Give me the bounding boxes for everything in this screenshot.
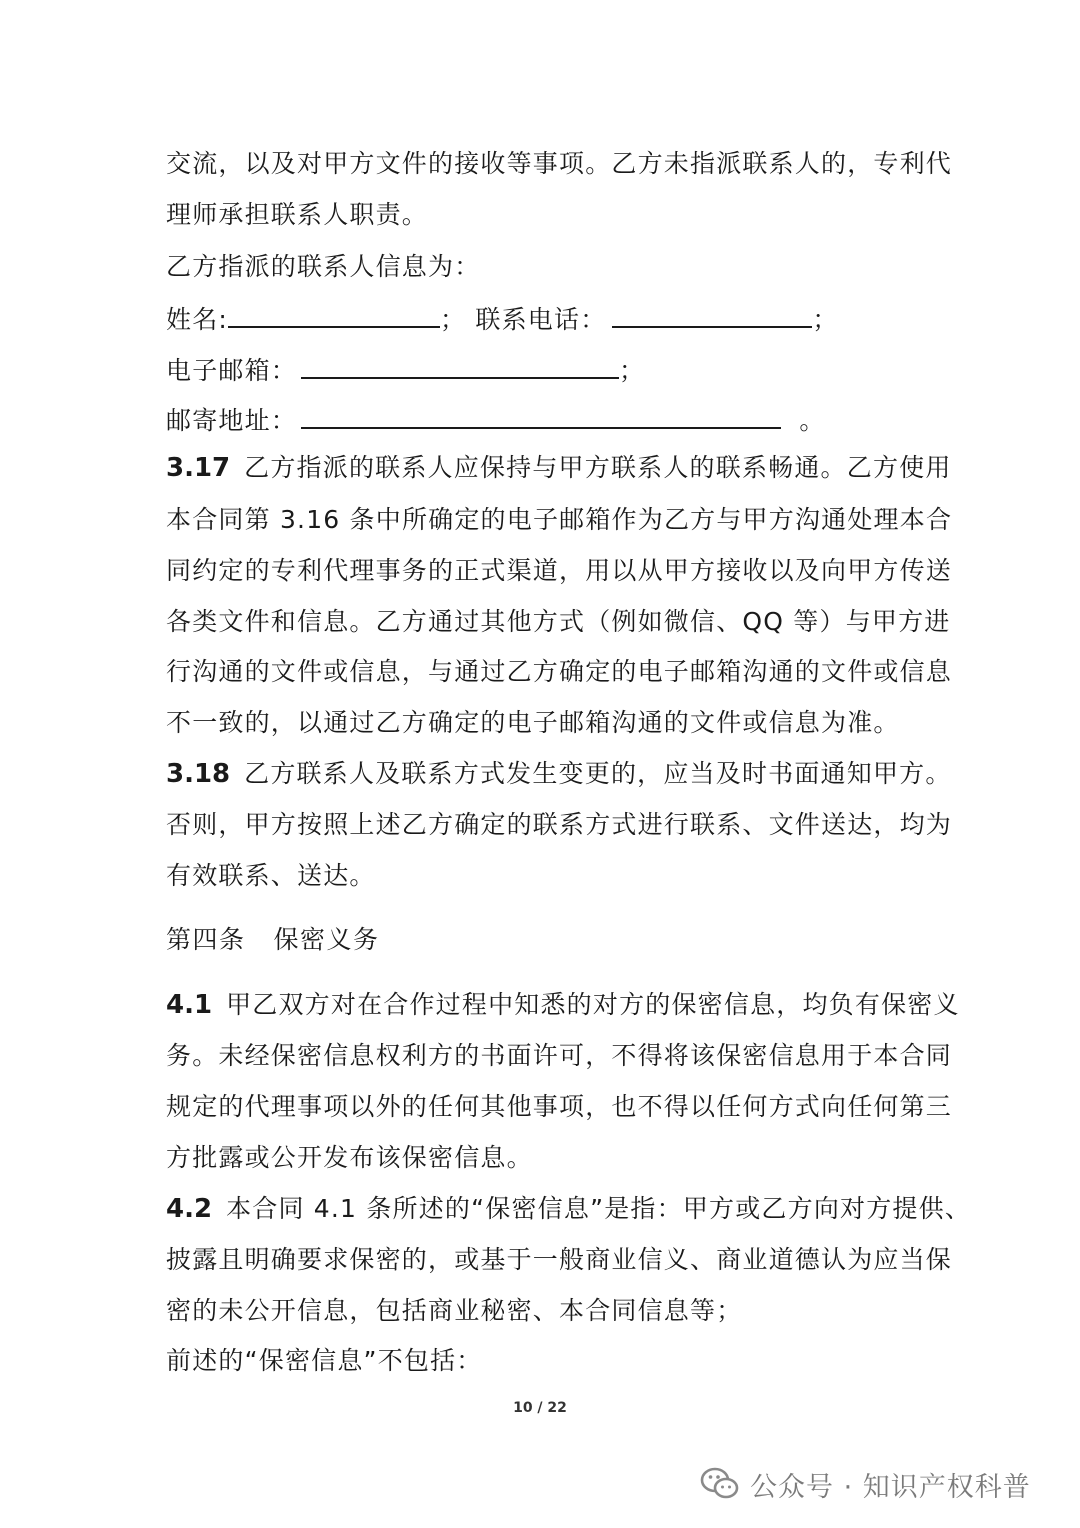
address-label: 邮寄地址： bbox=[166, 406, 298, 435]
clause-3-18 bbox=[166, 757, 952, 791]
body-line: 同约定的专利代理事务的正式渠道，用以从甲方接收以及向甲方传送 bbox=[166, 556, 953, 585]
clause-number: 4.2 bbox=[166, 1194, 213, 1224]
body-line: 各类文件和信息。乙方通过其他方式（例如微信、QQ 等）与甲方进 bbox=[166, 607, 951, 636]
body-line: 行沟通的文件或信息，与通过乙方确定的电子邮箱沟通的文件或信息 bbox=[166, 657, 953, 686]
body-line: 方批露或公开发布该保密信息。 bbox=[166, 1143, 533, 1172]
body-line: 披露且明确要求保密的，或基于一般商业信义、商业道德认为应当保 bbox=[166, 1245, 953, 1274]
article-title: 保密义务 bbox=[273, 925, 380, 954]
separator: ； bbox=[812, 305, 839, 334]
body-line: 前述的“保密信息”不包括： bbox=[166, 1346, 483, 1375]
clause-4-1 bbox=[166, 988, 960, 1022]
separator: ； bbox=[619, 356, 646, 385]
clause-text: 乙方联系人及联系方式发生变更的，应当及时书面通知甲方。 bbox=[244, 759, 952, 788]
clause-number: 3.18 bbox=[166, 759, 231, 789]
name-blank bbox=[228, 300, 440, 328]
article-heading bbox=[166, 923, 380, 957]
watermark bbox=[700, 1462, 1031, 1506]
body-line: 不一致的，以通过乙方确定的电子邮箱沟通的文件或信息为准。 bbox=[166, 708, 900, 737]
name-label: 姓名: bbox=[166, 305, 229, 334]
separator: ； bbox=[440, 305, 467, 334]
clause-text: 乙方指派的联系人应保持与甲方联系人的联系畅通。乙方使用 bbox=[244, 453, 952, 482]
period: 。 bbox=[799, 406, 826, 435]
body-line: 有效联系、送达。 bbox=[166, 861, 376, 890]
body-line: 理师承担联系人职责。 bbox=[166, 200, 429, 229]
contact-name-phone-line bbox=[166, 300, 839, 337]
phone-blank bbox=[612, 300, 812, 328]
body-line: 否则，甲方按照上述乙方确定的联系方式进行联系、文件送达，均为 bbox=[166, 810, 953, 839]
email-label: 电子邮箱： bbox=[166, 356, 298, 385]
article-number: 第四条 bbox=[166, 925, 246, 954]
clause-number: 3.17 bbox=[166, 453, 231, 483]
page-number: 10 / 22 bbox=[513, 1400, 567, 1416]
address-blank bbox=[301, 401, 781, 429]
clause-text: 本合同 4.1 条所述的“保密信息”是指：甲方或乙方向对方提供、 bbox=[226, 1194, 972, 1223]
body-line: 乙方指派的联系人信息为： bbox=[166, 252, 481, 281]
clause-4-2 bbox=[166, 1192, 971, 1226]
body-line: 交流，以及对甲方文件的接收等事项。乙方未指派联系人的，专利代 bbox=[166, 149, 953, 178]
clause-text: 甲乙双方对在合作过程中知悉的对方的保密信息，均负有保密义 bbox=[226, 990, 960, 1019]
contact-email-line bbox=[166, 351, 645, 388]
contact-address-line bbox=[166, 401, 826, 438]
clause-number: 4.1 bbox=[166, 990, 213, 1020]
wechat-icon bbox=[700, 1466, 740, 1502]
body-line: 本合同第 3.16 条中所确定的电子邮箱作为乙方与甲方沟通处理本合 bbox=[166, 505, 953, 534]
body-line: 规定的代理事项以外的任何其他事项，也不得以任何方式向任何第三 bbox=[166, 1092, 953, 1121]
body-line: 密的未公开信息，包括商业秘密、本合同信息等； bbox=[166, 1296, 743, 1325]
watermark-text: 公众号 · 知识产权科普 bbox=[750, 1471, 1031, 1503]
phone-label: 联系电话： bbox=[475, 305, 607, 334]
clause-3-17 bbox=[166, 451, 952, 485]
email-blank bbox=[301, 351, 619, 379]
body-line: 务。未经保密信息权利方的书面许可，不得将该保密信息用于本合同 bbox=[166, 1041, 953, 1070]
